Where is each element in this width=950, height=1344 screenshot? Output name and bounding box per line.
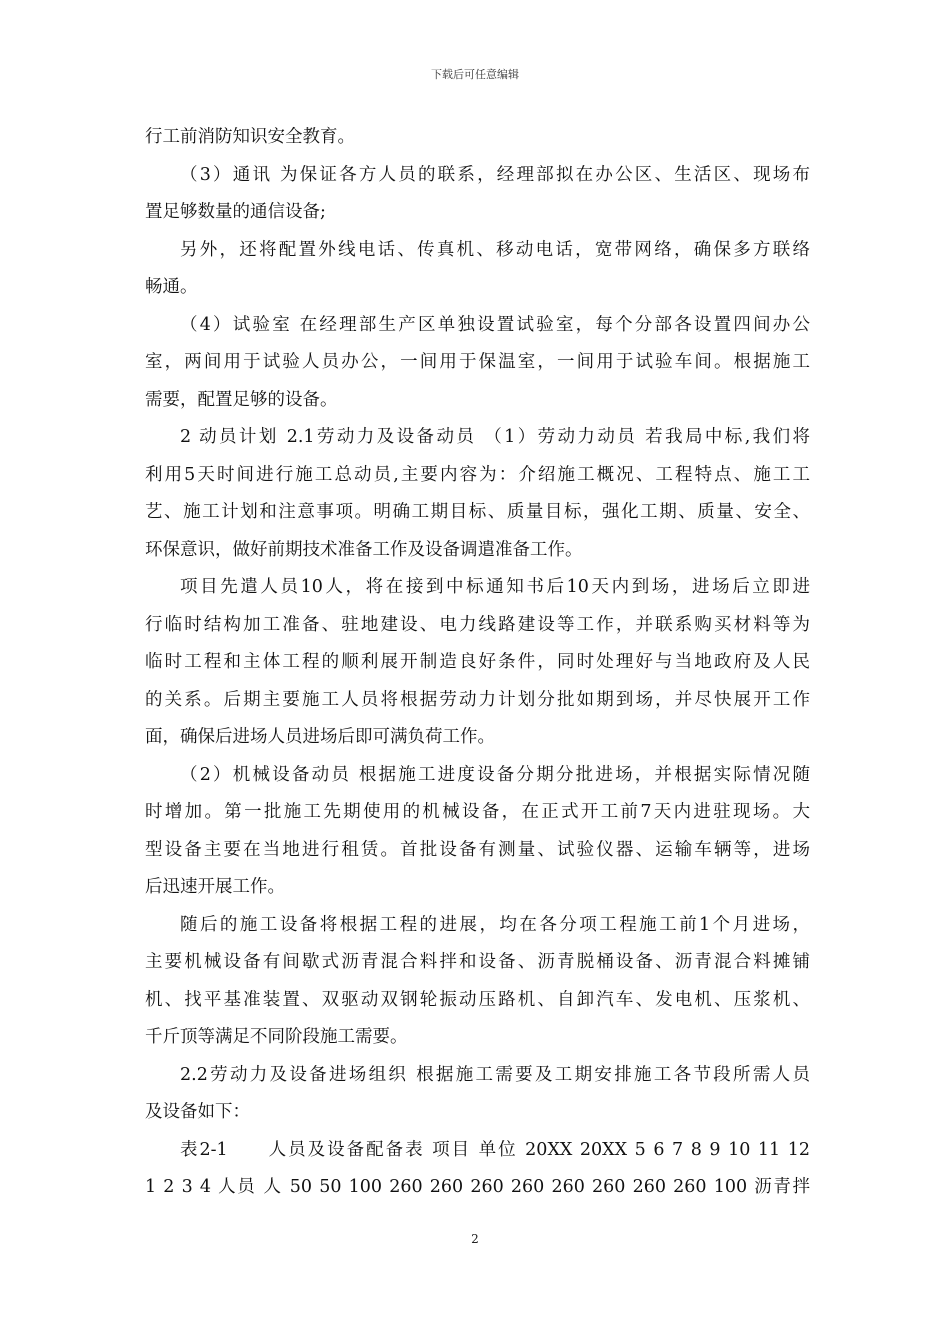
text-line: 行工前消防知识安全教育。	[145, 127, 355, 147]
text-line: 临时工程和主体工程的顺利展开制造良好条件，同时处理好与当地政府及人民	[145, 652, 810, 672]
text-line: 面，确保后进场人员进场后即可满负荷工作。	[145, 727, 495, 747]
page-header: 下载后可任意编辑	[431, 68, 519, 81]
text-line: 项目先遣人员10人，将在接到中标通知书后10天内到场，进场后立即进	[180, 577, 810, 597]
text-line: 的关系。后期主要施工人员将根据劳动力计划分批如期到场，并尽快展开工作	[145, 689, 810, 710]
text-line: 艺、施工计划和注意事项。明确工期目标、质量目标，强化工期、质量、安全、	[145, 502, 810, 522]
text-line: 行临时结构加工准备、驻地建设、电力线路建设等工作，并联系购买材料等为	[145, 614, 810, 635]
text-line: 环保意识，做好前期技术准备工作及设备调遣准备工作。	[145, 539, 583, 560]
page-number: 2	[471, 1232, 479, 1246]
text-line: 2 动员计划 2.1劳动力及设备动员 （1）劳动力动员 若我局中标,我们将	[180, 427, 810, 447]
text-line: 1 2 3 4 人员 人 50 50 100 260 260 260 260 260 260 260 260 100 沥青拌	[145, 1177, 810, 1197]
text-line: 型设备主要在当地进行租赁。首批设备有测量、试验仪器、运输车辆等，进场	[145, 839, 810, 860]
text-line: 2.2劳动力及设备进场组织 根据施工需要及工期安排施工各节段所需人员	[180, 1064, 810, 1085]
text-line: 及设备如下：	[145, 1102, 250, 1122]
text-line: （3）通讯 为保证各方人员的联系，经理部拟在办公区、生活区、现场布	[180, 164, 810, 185]
text-line: 表2-1 人员及设备配备表 项目 单位 20XX 20XX 5 6 7 8 9 10 11 12	[180, 1139, 810, 1160]
text-line: 利用5天时间进行施工总动员,主要内容为：介绍施工概况、工程特点、施工工	[145, 464, 810, 485]
text-line: 室，两间用于试验人员办公，一间用于保温室，一间用于试验车间。根据施工	[145, 352, 810, 372]
text-line: 随后的施工设备将根据工程的进展，均在各分项工程施工前1个月进场，	[180, 914, 810, 935]
text-line: 千斤顶等满足不同阶段施工需要。	[145, 1027, 408, 1047]
text-line: 需要，配置足够的设备。	[145, 389, 338, 410]
document-body	[145, 119, 810, 1207]
text-line: 后迅速开展工作。	[145, 877, 285, 897]
text-line: 畅通。	[145, 277, 198, 297]
text-line: 主要机械设备有间歇式沥青混合料拌和设备、沥青脱桶设备、沥青混合料摊铺	[145, 952, 810, 972]
text-line: 置足够数量的通信设备;	[145, 202, 326, 222]
text-line: 另外，还将配置外线电话、传真机、移动电话，宽带网络，确保多方联络	[180, 239, 810, 260]
text-line: （2）机械设备动员 根据施工进度设备分期分批进场，并根据实际情况随	[180, 764, 810, 785]
text-line: 机、找平基准装置、双驱动双钢轮振动压路机、自卸汽车、发电机、压浆机、	[145, 989, 810, 1010]
text-line: （4）试验室 在经理部生产区单独设置试验室，每个分部各设置四间办公	[180, 314, 810, 335]
text-line: 时增加。第一批施工先期使用的机械设备，在正式开工前7天内进驻现场。大	[145, 802, 810, 822]
